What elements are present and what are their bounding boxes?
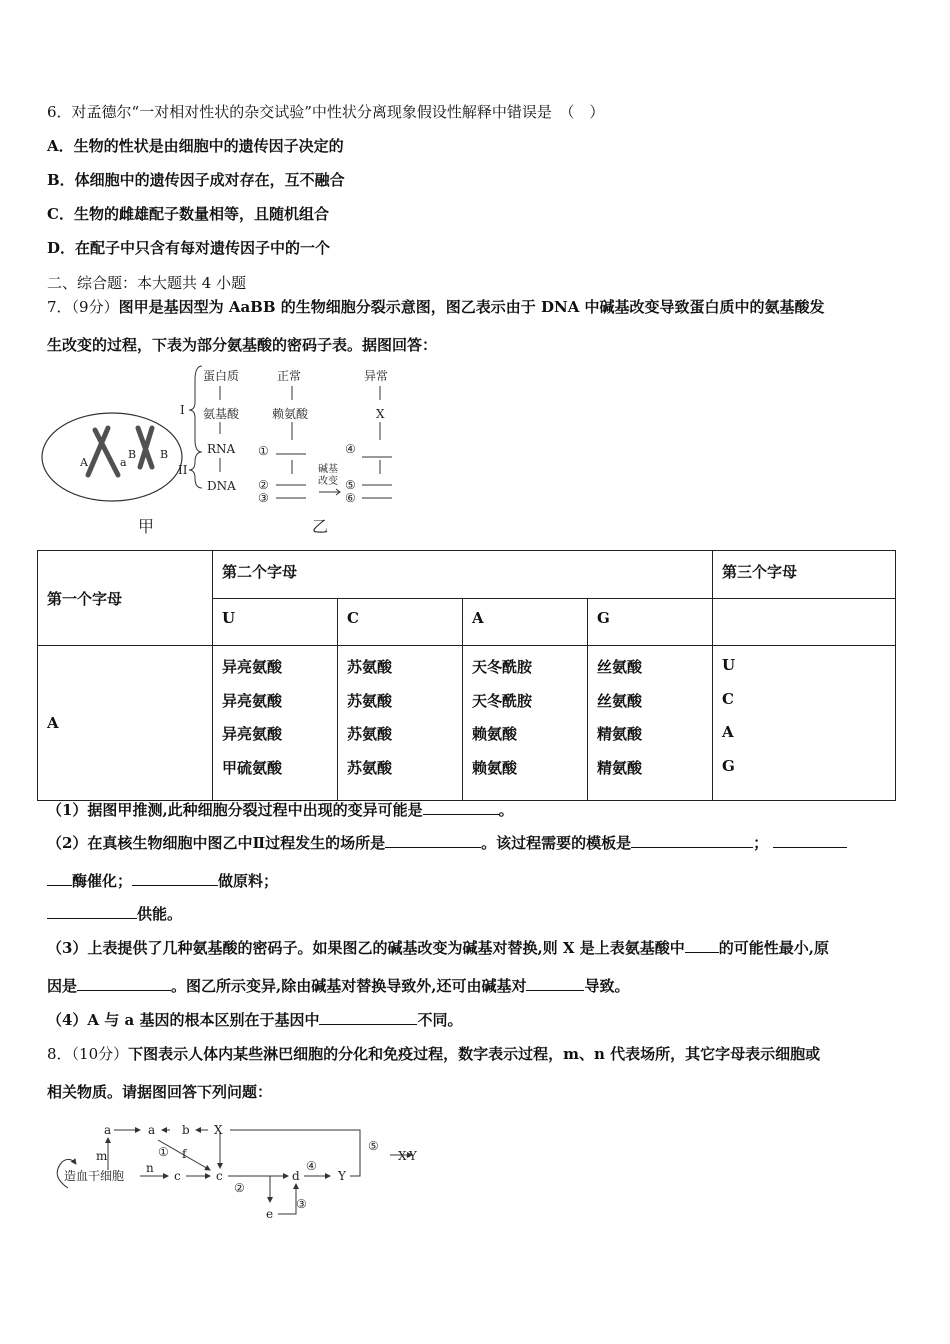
q7-stem-2: 生改变的过程，下表为部分氨基酸的密码子表。据图回答： bbox=[47, 336, 438, 354]
svg-text:X-Y: X-Y bbox=[398, 1149, 417, 1163]
svg-text:⑥: ⑥ bbox=[345, 491, 356, 505]
svg-text:B: B bbox=[160, 448, 169, 461]
svg-text:a: a bbox=[120, 456, 127, 469]
svg-text:③: ③ bbox=[296, 1197, 307, 1211]
cells-c: 苏氨酸 苏氨酸 苏氨酸 苏氨酸 bbox=[338, 646, 463, 801]
svg-text:④: ④ bbox=[345, 442, 356, 456]
col-a: A bbox=[463, 599, 588, 646]
answer-blank[interactable] bbox=[319, 1010, 417, 1025]
cells-g: 丝氨酸 丝氨酸 精氨酸 精氨酸 bbox=[588, 646, 713, 801]
svg-text:RNA: RNA bbox=[207, 442, 236, 456]
codon-table bbox=[37, 550, 896, 801]
q6-stem: 6．对孟德尔“一对相对性状的杂交试验”中性状分离现象假设性解释中错误是 （ ） bbox=[47, 103, 605, 121]
header-second-letter: 第二个字母 bbox=[213, 551, 713, 599]
q8-figure bbox=[40, 1110, 440, 1230]
svg-text:①: ① bbox=[258, 444, 269, 458]
svg-text:b: b bbox=[182, 1123, 190, 1137]
svg-text:e: e bbox=[266, 1207, 274, 1221]
q6-option-c: C．生物的雌雄配子数量相等，且随机组合 bbox=[47, 205, 329, 223]
header-third-letter: 第三个字母 bbox=[713, 551, 896, 599]
q6-option-b: B．体细胞中的遗传因子成对存在，互不融合 bbox=[47, 171, 345, 189]
svg-text:A: A bbox=[80, 456, 88, 469]
svg-text:c: c bbox=[174, 1169, 181, 1183]
svg-text:⑤: ⑤ bbox=[345, 478, 356, 492]
q7-sub2-cont2: 供能。 bbox=[47, 904, 182, 924]
header-first-letter: 第一个字母 bbox=[38, 551, 213, 646]
svg-text:④: ④ bbox=[306, 1159, 317, 1173]
figure-jia bbox=[42, 413, 182, 536]
svg-text:②: ② bbox=[258, 478, 269, 492]
q7-stem-1: 图甲是基因型为 AaBB 的生物细胞分裂示意图，图乙表示由于 DNA 中碱基改变导致蛋白质中的氨基酸发 bbox=[118, 298, 825, 316]
svg-text:氨基酸: 氨基酸 bbox=[203, 407, 240, 421]
svg-text:a: a bbox=[148, 1123, 156, 1137]
svg-text:赖氨酸: 赖氨酸 bbox=[272, 407, 309, 421]
svg-text:I: I bbox=[180, 403, 185, 417]
figure-yi bbox=[178, 366, 392, 536]
svg-text:造血干细胞: 造血干细胞 bbox=[64, 1169, 125, 1183]
q7-sub2-cont: 酶催化； 做原料； bbox=[47, 871, 278, 891]
col-c: C bbox=[338, 599, 463, 646]
svg-text:B: B bbox=[128, 448, 137, 461]
cells-u: 异亮氨酸 异亮氨酸 异亮氨酸 甲硫氨酸 bbox=[213, 646, 338, 801]
svg-text:正常: 正常 bbox=[277, 369, 302, 383]
q6-option-d: D．在配子中只含有每对遗传因子中的一个 bbox=[47, 239, 331, 257]
col-u: U bbox=[213, 599, 338, 646]
answer-blank[interactable] bbox=[77, 976, 171, 991]
row-first-a: A bbox=[38, 646, 213, 801]
q7-sub3-cont: 因是 。图乙所示变异,除由碱基对替换导致外,还可由碱基对 导致。 bbox=[47, 977, 630, 995]
q8-stem-1: 下图表示人体内某些淋巴细胞的分化和免疫过程，数字表示过程，m、n 代表场所，其它字母表示细胞或 bbox=[128, 1045, 821, 1063]
svg-text:碱基: 碱基 bbox=[318, 464, 338, 475]
svg-text:X: X bbox=[214, 1123, 223, 1137]
col-g: G bbox=[588, 599, 713, 646]
answer-blank[interactable] bbox=[685, 938, 719, 953]
answer-blank[interactable] bbox=[773, 833, 847, 848]
svg-text:改变: 改变 bbox=[318, 476, 338, 487]
svg-text:f: f bbox=[182, 1147, 187, 1161]
answer-blank[interactable] bbox=[631, 833, 753, 848]
q7-number: 7．（9分） bbox=[47, 298, 119, 316]
q6-option-a: A．生物的性状是由细胞中的遗传因子决定的 bbox=[47, 137, 344, 155]
q7-figure bbox=[40, 360, 420, 540]
svg-text:①: ① bbox=[158, 1145, 169, 1159]
empty-cell bbox=[713, 599, 896, 646]
svg-text:甲: 甲 bbox=[138, 517, 155, 536]
answer-blank[interactable] bbox=[47, 904, 137, 919]
q7-sub3: （3）上表提供了几种氨基酸的密码子。如果图乙的碱基改变为碱基对替换,则 X 是上表氨基酸中 的可能性最小,原 bbox=[47, 939, 829, 957]
svg-text:DNA: DNA bbox=[207, 479, 236, 493]
svg-text:异常: 异常 bbox=[364, 369, 389, 383]
table-row bbox=[38, 646, 896, 801]
svg-text:Y: Y bbox=[338, 1169, 346, 1183]
svg-text:II: II bbox=[178, 463, 188, 477]
cells-third: U C A G bbox=[713, 646, 896, 801]
q8-number: 8．（10分） bbox=[47, 1045, 129, 1063]
q7-sub1: （1）据图甲推测,此种细胞分裂过程中出现的变异可能是 。 bbox=[47, 801, 514, 819]
answer-blank[interactable] bbox=[47, 871, 72, 886]
q7-sub4: （4）A 与 a 基因的根本区别在于基因中 不同。 bbox=[47, 1011, 463, 1029]
answer-blank[interactable] bbox=[132, 871, 218, 886]
svg-text:c: c bbox=[216, 1169, 223, 1183]
q8-stem-2: 相关物质。请据图回答下列问题： bbox=[47, 1083, 273, 1101]
svg-text:d: d bbox=[292, 1169, 300, 1183]
svg-text:乙: 乙 bbox=[312, 517, 329, 536]
answer-blank[interactable] bbox=[385, 833, 481, 848]
answer-blank[interactable] bbox=[423, 800, 499, 815]
answer-blank[interactable] bbox=[526, 976, 584, 991]
svg-text:蛋白质: 蛋白质 bbox=[203, 369, 240, 383]
cells-a: 天冬酰胺 天冬酰胺 赖氨酸 赖氨酸 bbox=[463, 646, 588, 801]
svg-text:n: n bbox=[146, 1161, 154, 1175]
svg-text:⑤: ⑤ bbox=[368, 1139, 379, 1153]
svg-text:X: X bbox=[376, 407, 385, 421]
svg-text:a: a bbox=[104, 1123, 112, 1137]
svg-text:m: m bbox=[96, 1149, 108, 1163]
svg-text:③: ③ bbox=[258, 491, 269, 505]
q7-sub2: （2）在真核生物细胞中图乙中Ⅱ过程发生的场所是 。该过程需要的模板是 ； bbox=[47, 833, 847, 853]
svg-text:②: ② bbox=[234, 1181, 245, 1195]
section-heading: 二、综合题：本大题共 4 小题 bbox=[47, 274, 247, 292]
